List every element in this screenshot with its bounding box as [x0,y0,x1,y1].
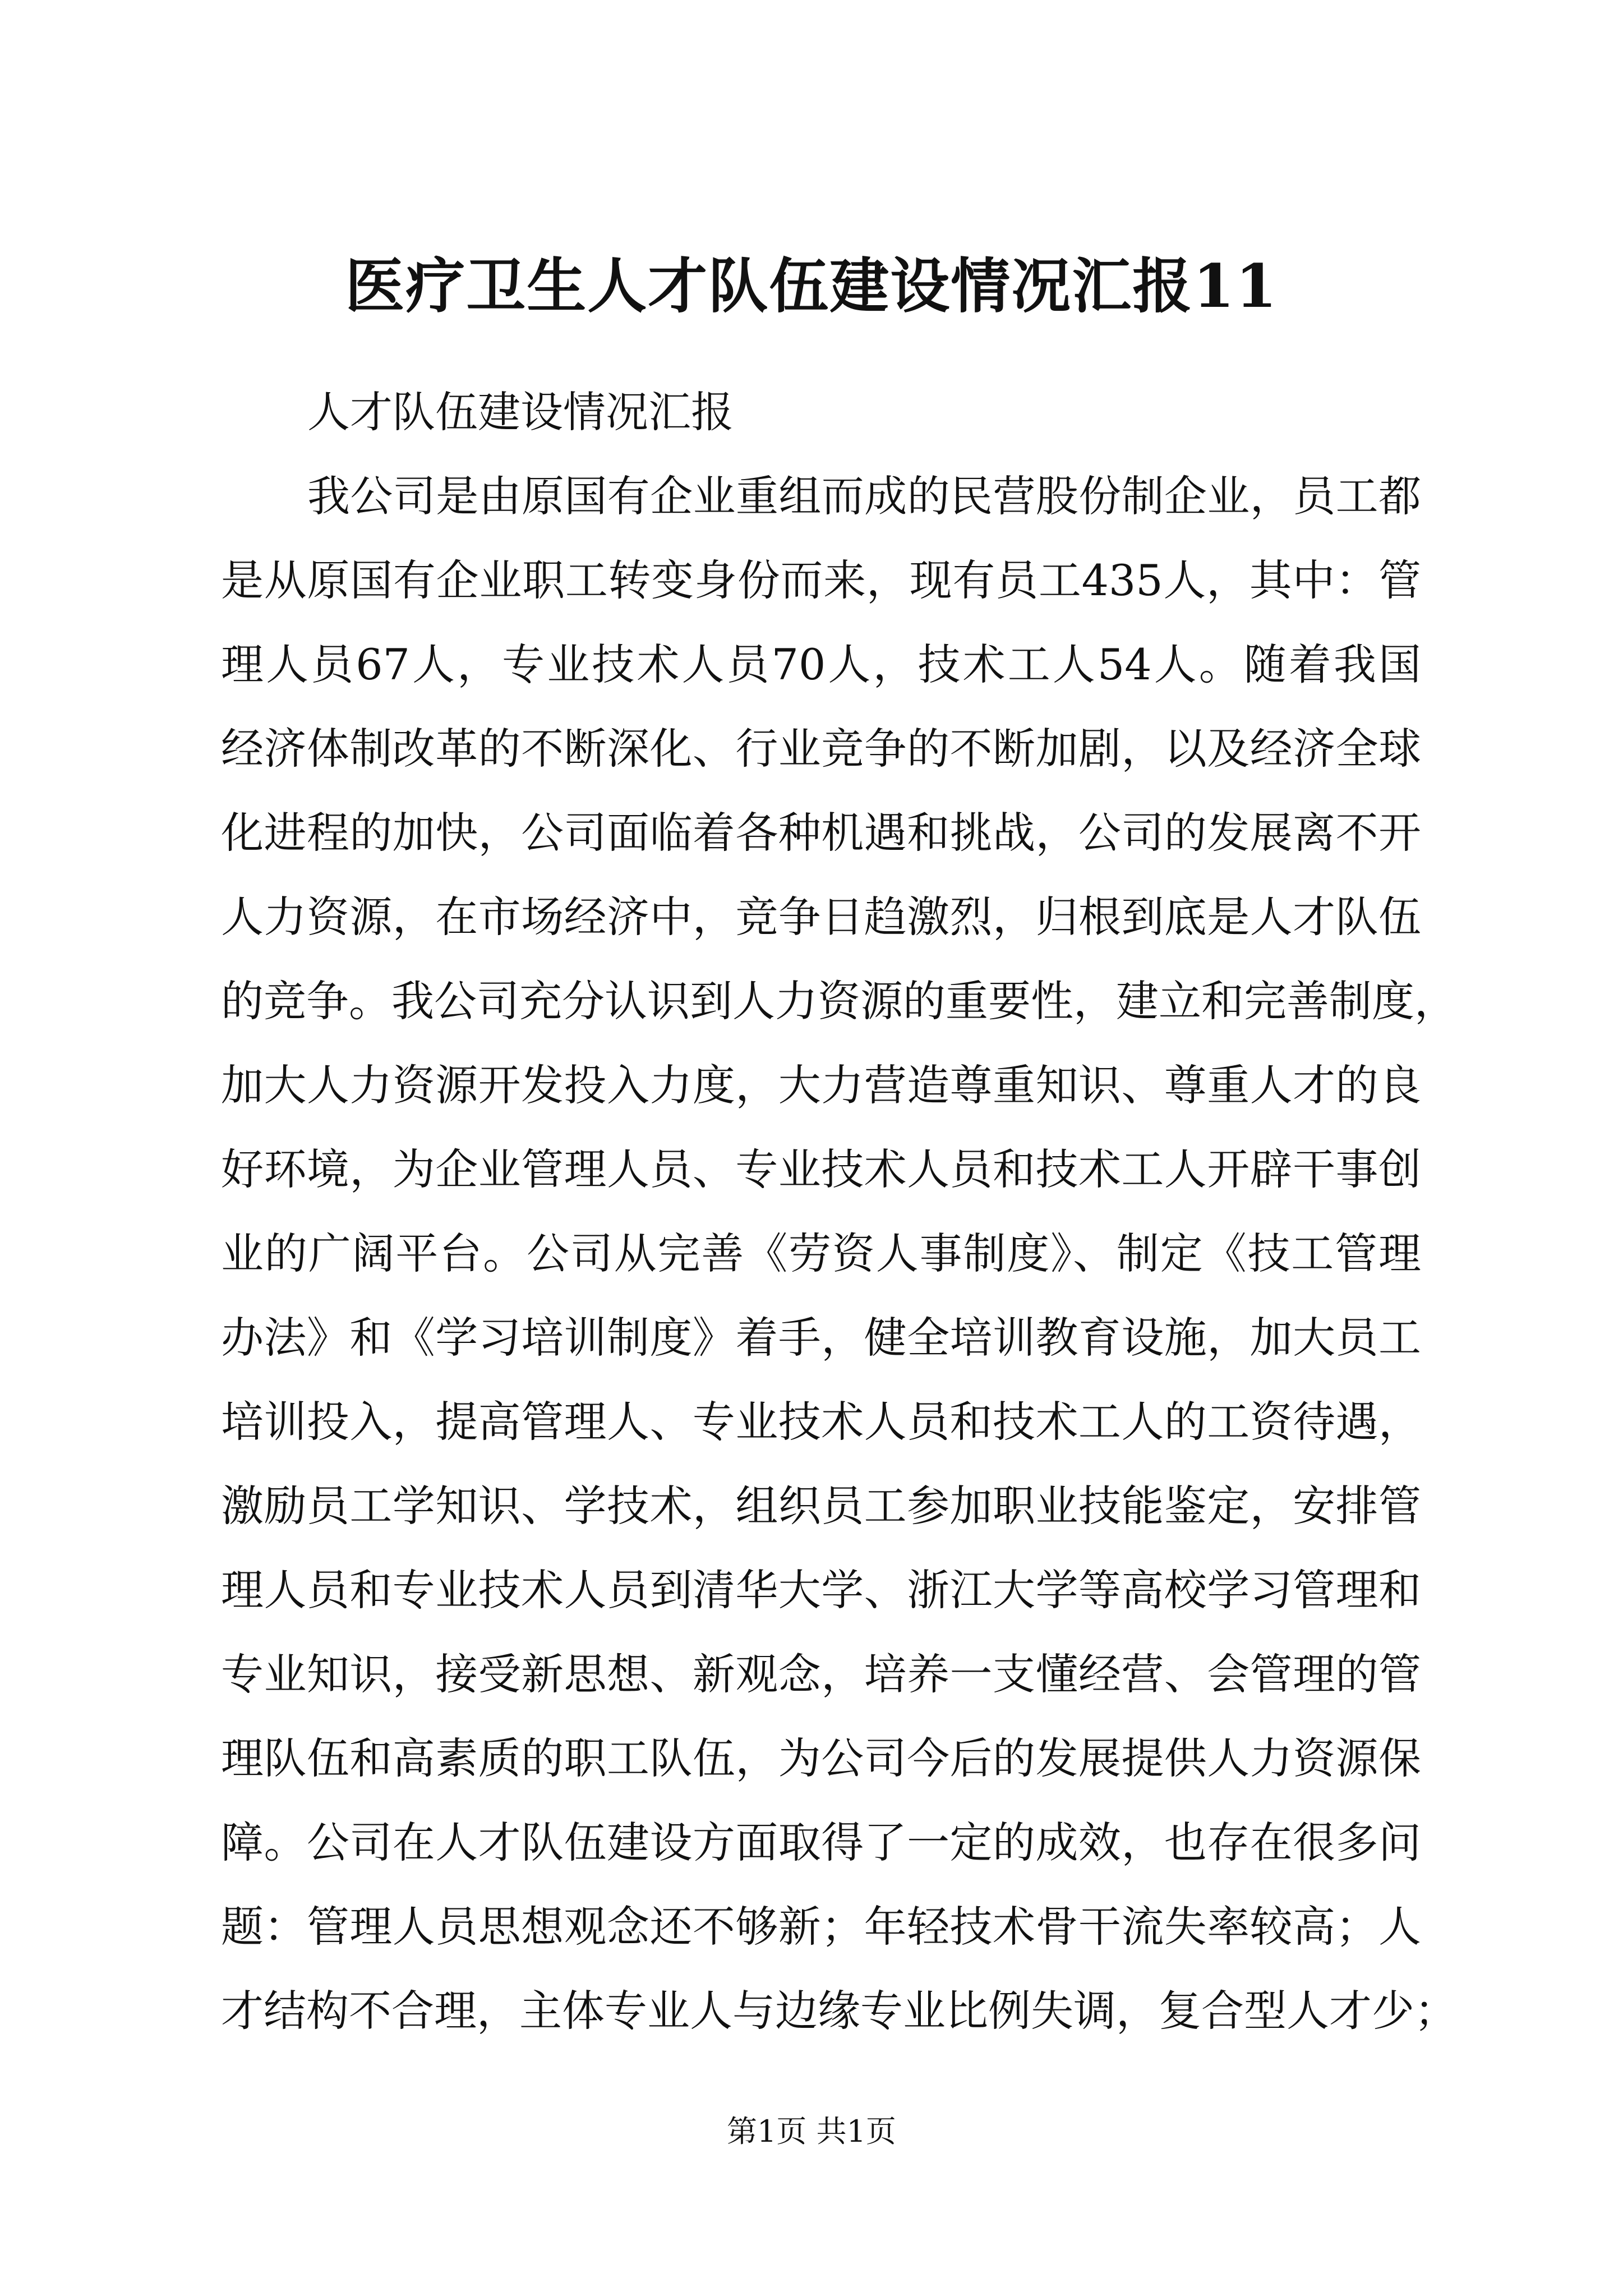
document-title: 医疗卫生人才队伍建设情况汇报11 [345,251,1278,321]
paragraph-line: 才结构不合理，主体专业人与边缘专业比例失调，复合型人才少； [221,1986,1457,2036]
paragraph-line: 化进程的加快，公司面临着各种机遇和挑战，公司的发展离不开 [221,808,1421,858]
paragraph-line: 我公司是由原国有企业重组而成的民营股份制企业，员工都 [307,471,1421,521]
paragraph-line: 理队伍和高素质的职工队伍，为公司今后的发展提供人力资源保 [221,1733,1421,1783]
paragraph-line: 办法》和《学习培训制度》着手，健全培训教育设施，加大员工 [221,1313,1421,1363]
paragraph-line: 的竞争。我公司充分认识到人力资源的重要性，建立和完善制度， [221,976,1457,1026]
paragraph-line: 加大人力资源开发投入力度，大力营造尊重知识、尊重人才的良 [221,1060,1421,1110]
paragraph-line: 人力资源，在市场经济中，竞争日趋激烈，归根到底是人才队伍 [221,892,1421,942]
paragraph-line: 好环境，为企业管理人员、专业技术人员和技术工人开辟干事创 [221,1144,1421,1194]
paragraph-line: 业的广阔平台。公司从完善《劳资人事制度》、制定《技工管理 [221,1228,1421,1278]
paragraph-line: 理人员67人，专业技术人员70人，技术工人54人。随着我国 [221,639,1421,689]
body-paragraph [221,454,1457,2053]
paragraph-line: 专业知识，接受新思想、新观念，培养一支懂经营、会管理的管 [221,1649,1421,1699]
paragraph-line: 理人员和专业技术人员到清华大学、浙江大学等高校学习管理和 [221,1565,1421,1615]
paragraph-line: 障。公司在人才队伍建设方面取得了一定的成效，也存在很多问 [221,1818,1421,1867]
paragraph-line: 激励员工学知识、学技术，组织员工参加职业技能鉴定，安排管 [221,1481,1421,1531]
paragraph-line: 是从原国有企业职工转变身份而来，现有员工435人，其中：管 [221,555,1421,605]
document-subtitle: 人才队伍建设情况汇报 [307,387,734,437]
paragraph-line: 培训投入，提高管理人、专业技术人员和技术工人的工资待遇， [221,1397,1421,1447]
page-footer: 第1页 共1页 [727,2114,896,2149]
paragraph-line: 题：管理人员思想观念还不够新；年轻技术骨干流失率较高；人 [221,1902,1421,1952]
paragraph-line: 经济体制改革的不断深化、行业竞争的不断加剧，以及经济全球 [221,724,1421,774]
